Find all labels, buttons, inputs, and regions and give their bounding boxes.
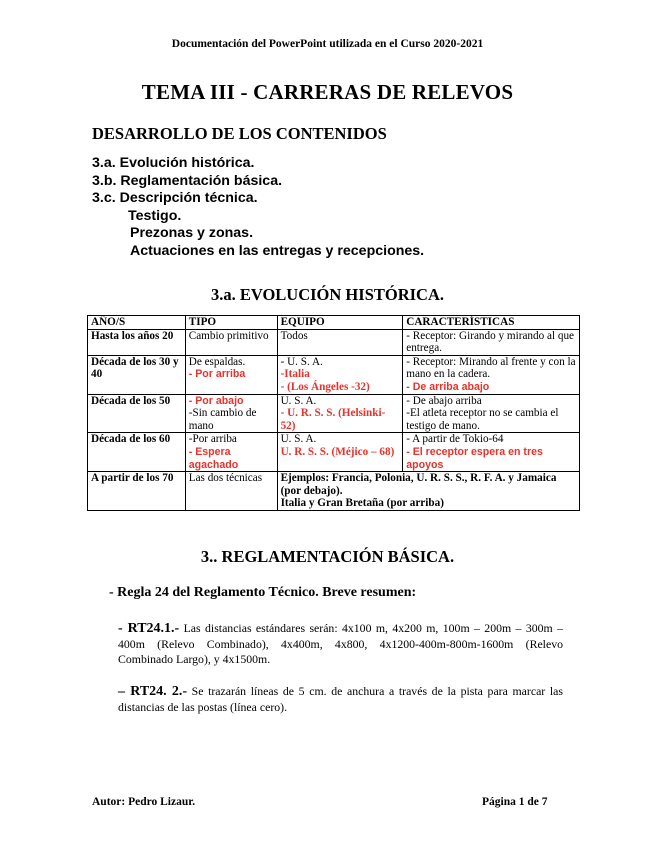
- year-cell: Década de los 30 y 40: [88, 355, 186, 394]
- equipo-line: U. S. A.: [280, 394, 317, 407]
- carac-cell: [403, 433, 580, 472]
- tipo-cell: [185, 394, 277, 433]
- toc-item-b: 3.b. Reglamentación básica.: [92, 172, 283, 189]
- equipo-highlight: - U. R. S. S. (Helsinki-52): [280, 407, 386, 432]
- section-b-title: 3.. REGLAMENTACIÓN BÁSICA.: [200, 547, 455, 566]
- year-cell: Década de los 60: [88, 433, 186, 472]
- year-cell: Hasta los años 20: [88, 329, 186, 355]
- equipo-line: U. S. A.: [280, 433, 317, 446]
- carac-line: - A partir de Tokio-64: [406, 433, 504, 446]
- rule-text: Las distancias estándares serán: 4x100 m, 4x200 m, 100m – 200m – 300m – 400m (Relevo Combinado), 4x400m, 4x800, 4x1200-400m-800m-1600m (Relevo Combinado Largo), y 4x1500m.: [118, 621, 563, 666]
- rule-text: Se trazarán líneas de 5 cm. de anchura a través de la pista para marcar las distancias de las postas (línea cero).: [118, 684, 563, 714]
- year-cell: Década de los 50: [88, 394, 186, 433]
- tipo-line: -Por arriba: [188, 433, 237, 446]
- equipo-line: - U. S. A.: [280, 355, 323, 368]
- evolution-table: [87, 315, 580, 511]
- tipo-highlight: - Por abajo: [188, 394, 244, 407]
- header-cell: CARACTERÍSTICAS: [403, 316, 580, 330]
- header-cell: EQUIPO: [277, 316, 403, 330]
- equipo-highlight: U. R. S. S. (Méjico – 68): [280, 445, 395, 458]
- equipo-cell: [277, 355, 403, 394]
- year-cell: A partir de los 70: [88, 472, 186, 511]
- equipo-cell: Todos: [277, 329, 403, 355]
- page-header: Documentación del PowerPoint utilizada en el Curso 2020-2021: [171, 38, 484, 50]
- carac-cell: [403, 394, 580, 433]
- equipo-line: Italia y Gran Bretaña (por arriba): [280, 497, 444, 510]
- equipo-cell: [277, 394, 403, 433]
- table-header-row: [88, 316, 580, 330]
- equipo-highlight: - (Los Ángeles -32): [280, 380, 370, 393]
- tipo-cell: Cambio primitivo: [185, 329, 277, 355]
- table-row: [88, 355, 580, 394]
- toc-sub-actuaciones: Actuaciones en las entregas y recepciones.: [130, 242, 425, 259]
- carac-line: - Receptor: Mirando al frente y con la mano en la cadera.: [406, 355, 576, 381]
- toc-sub-testigo: Testigo.: [128, 207, 182, 224]
- rule-rt24-1: [118, 621, 563, 668]
- tipo-line: De espaldas.: [188, 355, 246, 368]
- table-row: [88, 329, 580, 355]
- tipo-line: -Sin cambio de mano: [188, 407, 257, 432]
- footer-author: Autor: Pedro Lizaur.: [92, 796, 196, 808]
- equipo-cell: [277, 433, 403, 472]
- carac-cell: [403, 355, 580, 394]
- toc-item-c: 3.c. Descripción técnica.: [92, 190, 258, 206]
- tipo-cell: [185, 433, 277, 472]
- tipo-highlight: - Por arriba: [188, 368, 246, 381]
- table-of-contents: [92, 155, 424, 260]
- footer-page-number: Página 1 de 7: [482, 796, 548, 808]
- page-title: TEMA III - CARRERAS DE RELEVOS: [141, 80, 514, 104]
- rule-lead: - RT24.1.-: [118, 621, 180, 636]
- header-cell: TIPO: [185, 316, 277, 330]
- table-row: [88, 394, 580, 433]
- carac-line: -El atleta receptor no se cambia el testigo de mano.: [406, 407, 559, 432]
- carac-cell: - Receptor: Girando y mirando al que entrega.: [403, 329, 580, 355]
- table-row: [88, 472, 580, 511]
- section-a-title: 3.a. EVOLUCIÓN HISTÓRICA.: [211, 285, 444, 304]
- development-title: DESARROLLO DE LOS CONTENIDOS: [92, 124, 387, 143]
- carac-line: - De abajo arriba: [406, 394, 482, 407]
- tipo-cell: Las dos técnicas: [185, 472, 277, 511]
- toc-sub-zonas: Prezonas y zonas.: [130, 225, 254, 241]
- rule-intro: - Regla 24 del Reglamento Técnico. Breve resumen:: [109, 585, 417, 600]
- carac-highlight: - De arriba abajo: [406, 380, 490, 393]
- equipo-line: Ejemplos: Francia, Polonia, U. R. S. S., R. F. A. y Jamaica (por debajo).: [280, 472, 557, 497]
- header-cell: AÑO/S: [88, 316, 186, 330]
- equipo-examples-cell: [277, 472, 579, 511]
- table-row: [88, 433, 580, 472]
- equipo-highlight: -Italia: [280, 368, 310, 381]
- rule-rt24-2: [118, 684, 563, 715]
- carac-highlight: - El receptor espera en tres apoyos: [406, 445, 543, 471]
- tipo-highlight: - Espera agachado: [188, 445, 239, 471]
- rule-lead: – RT24. 2.-: [118, 684, 188, 699]
- tipo-cell: [185, 355, 277, 394]
- toc-item-a: 3.a. Evolución histórica.: [92, 155, 255, 171]
